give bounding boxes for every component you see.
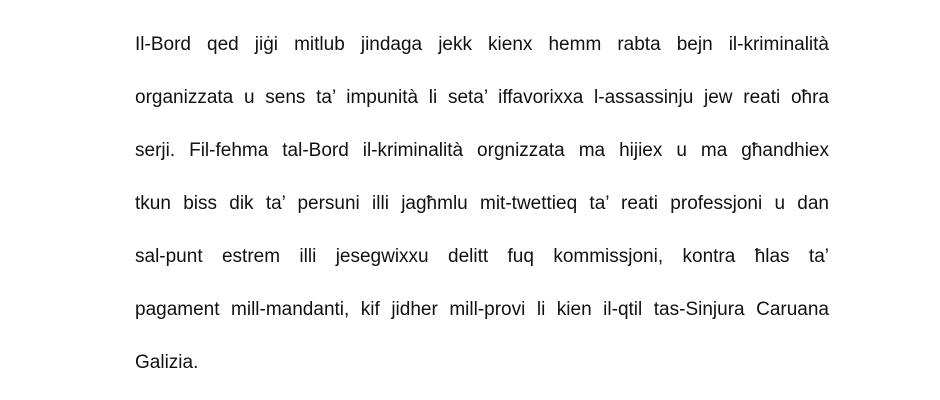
body-paragraph	[135, 18, 829, 389]
paragraph-line: serji. Fil-fehma tal-Bord il-kriminalità orgnizzata ma hijiex u ma għandhiex	[135, 140, 829, 161]
paragraph-line-last: Galizia.	[135, 352, 199, 373]
paragraph-line: Il-Bord qed jiġi mitlub jindaga jekk kienx hemm rabta bejn il-kriminalità	[135, 34, 829, 55]
paragraph-line: sal-punt estrem illi jesegwixxu delitt fuq kommissjoni, kontra ħlas ta’	[135, 246, 829, 267]
paragraph-line: tkun biss dik ta’ persuni illi jagħmlu mit-twettieq ta’ reati professjoni u dan	[135, 193, 829, 214]
paragraph-line: organizzata u sens ta’ impunità li seta’ iffavorixxa l-assassinju jew reati oħra	[135, 87, 829, 108]
paragraph-line: pagament mill-mandanti, kif jidher mill-provi li kien il-qtil tas-Sinjura Caruana	[135, 299, 829, 320]
